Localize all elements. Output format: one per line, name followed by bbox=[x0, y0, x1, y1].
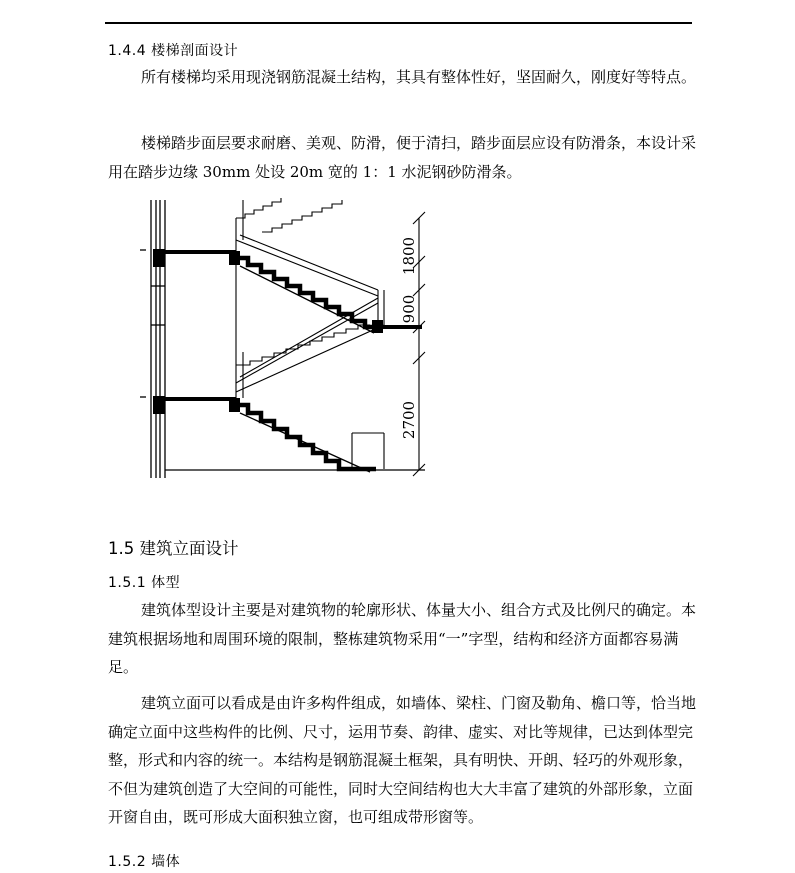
section-1-4-4-heading: 1.4.4 楼梯剖面设计 bbox=[108, 43, 239, 59]
cut-flights bbox=[236, 258, 378, 469]
paragraph-building-form: 建筑体型设计主要是对建筑物的轮廓形状、体量大小、组合方式及比例尺的确定。本建筑根据场地和周围环境的限制，整栋建筑物采用“一”字型，结构和经济方面都容易满足。 bbox=[108, 601, 697, 676]
paragraph-stair-structure: 所有楼梯均采用现浇钢筋混凝土结构，其具有整体性好，坚固耐久，刚度好等特点。 bbox=[141, 68, 697, 86]
section-1-5-2-heading: 1.5.2 墙体 bbox=[108, 854, 181, 870]
dimension-900: 900 bbox=[400, 294, 418, 324]
paragraph-elevation: 建筑立面可以看成是由许多构件组成，如墙体、梁柱、门窗及勒角、檐口等，恰当地确定立面中这些构件的比例、尺寸，运用节奏、韵律、虚实、对比等规律，已达到体型完整，形式和内容的统一。本结构是钢筋混凝土框架，具有明快、开朗、轻巧的外观形象，不但为建筑创造了大空间的可能性，同时大空间结构也大大丰富了建筑的外部形象，立面开窗自由，既可形成大面积独立窗，也可组成带形窗等。 bbox=[108, 694, 697, 826]
dimension-1800: 1800 bbox=[400, 236, 418, 276]
dimension-2700: 2700 bbox=[400, 400, 418, 440]
section-1-5-heading: 1.5 建筑立面设计 bbox=[108, 539, 239, 558]
section-1-5-1-heading: 1.5.1 体型 bbox=[108, 575, 181, 591]
paragraph-anti-slip: 楼梯踏步面层要求耐磨、美观、防滑，便于清扫，踏步面层应设有防滑条，本设计采用在踏步边缘 30mm 处设 20m 宽的 1：1 水泥钢砂防滑条。 bbox=[108, 134, 697, 181]
left-wall bbox=[140, 200, 165, 478]
far-flights bbox=[236, 198, 384, 469]
